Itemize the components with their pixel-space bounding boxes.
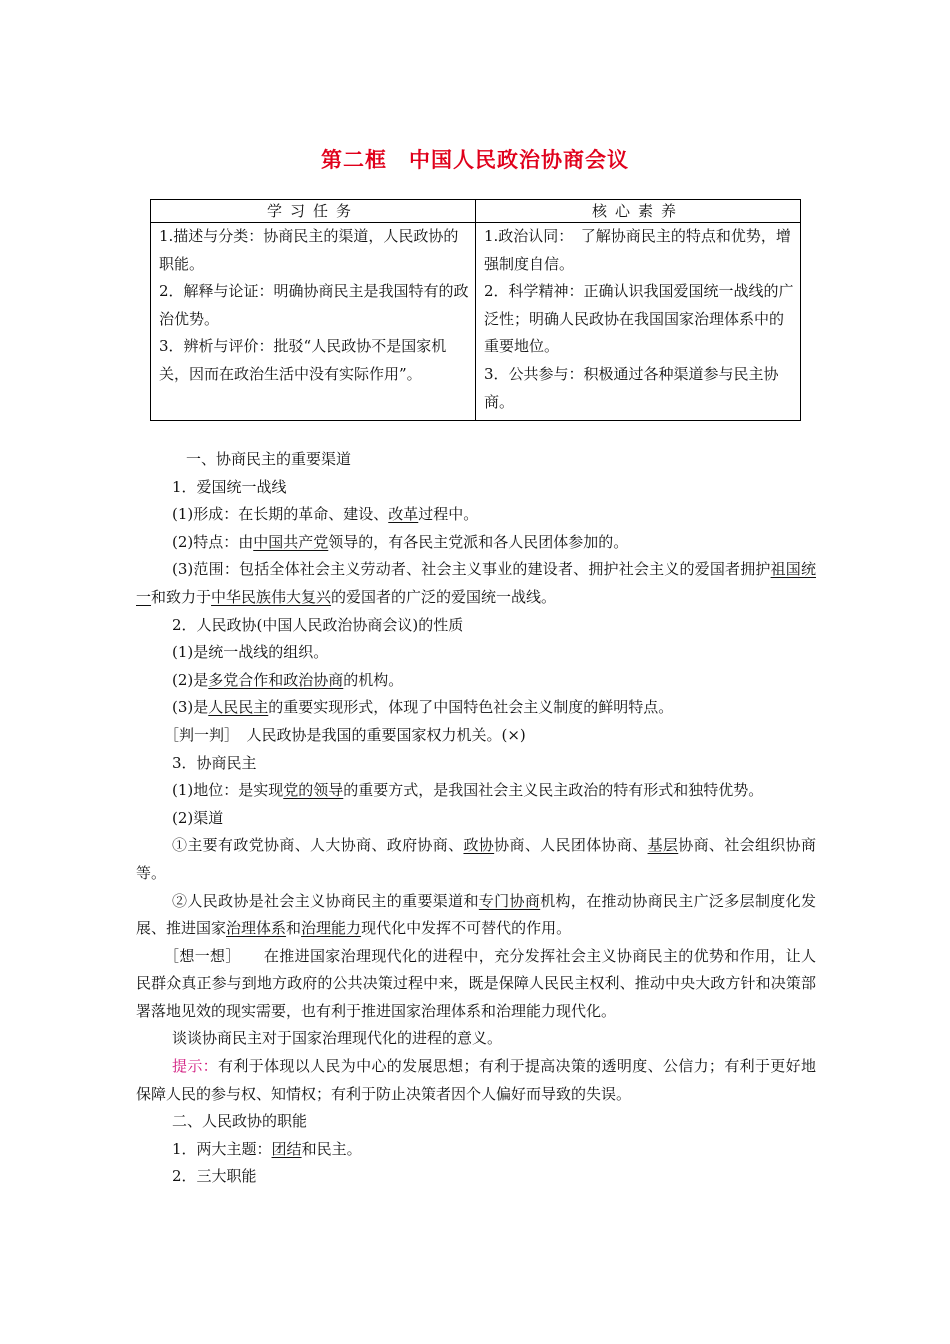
paragraph: ①主要有政党协商、人大协商、政府协商、政协协商、人民团体协商、基层协商、社会组织协商等。 — [136, 836, 816, 882]
judge-exercise: ［判一判］ 人民政协是我国的重要国家权力机关。(×) — [164, 725, 526, 744]
paragraph: (1)形成：在长期的革命、建设、改革过程中。 — [172, 505, 479, 524]
answer-blank: 专门协商 — [478, 891, 541, 910]
answer-blank: 多党合作和政治协商 — [208, 670, 344, 689]
literacy-item: 3．公共参与：积极通过各种渠道参与民主协商。 — [484, 364, 779, 411]
paragraph: (3)是人民民主的重要实现形式，体现了中国特色社会主义制度的鲜明特点。 — [172, 698, 674, 717]
content-body — [136, 446, 816, 1191]
paragraph: (2)特点：由中国共产党领导的，有各民主党派和各人民团体参加的。 — [172, 532, 629, 551]
table-header-row — [151, 200, 801, 223]
task-item: 3．辨析与评价：批驳“人民政协不是国家机关，因而在政治生活中没有实际作用”。 — [159, 337, 447, 383]
learning-goals-table — [150, 199, 801, 421]
paragraph: (1)是统一战线的组织。 — [172, 643, 329, 662]
hint-label: 提示： — [172, 1057, 219, 1076]
table-body-row — [151, 223, 801, 421]
subsection-heading: 2．三大职能 — [172, 1167, 257, 1186]
question: 谈谈协商民主对于国家治理现代化的进程的意义。 — [172, 1029, 503, 1048]
answer-blank: 人民民主 — [208, 698, 269, 717]
answer-blank: 改革 — [388, 505, 419, 524]
learning-tasks-cell — [151, 223, 476, 421]
header-learning-tasks: 学习任务 — [151, 200, 476, 223]
answer-blank: 治理能力 — [301, 919, 362, 938]
literacy-item: 2．科学精神：正确认识我国爱国统一战线的广泛性；明确人民政协在我国国家治理体系中的重要地位。 — [484, 282, 794, 356]
answer-blank: 祖国统一 — [136, 560, 816, 606]
paragraph: (3)范围：包括全体社会主义劳动者、社会主义事业的建设者、拥护社会主义的爱国者拥护祖国统一和致力于中华民族伟大复兴的爱国者的广泛的爱国统一战线。 — [136, 560, 816, 606]
paragraph: 1．两大主题：团结和民主。 — [172, 1139, 362, 1158]
paragraph: (2)渠道 — [172, 808, 224, 827]
answer-blank: 团结 — [271, 1139, 302, 1158]
page-title: 第二框 中国人民政治协商会议 — [321, 147, 629, 172]
literacy-item: 1.政治认同： 了解协商民主的特点和优势，增强制度自信。 — [484, 227, 791, 273]
think-exercise: ［想一想］ 在推进国家治理现代化的进程中，充分发挥社会主义协商民主的优势和作用，让人民群众真正参与到地方政府的公共决策过程中来，既是保障人民民主权利、推动中央大政方针和决策部署落地见效的现实需要，也有利于推进国家治理体系和治理能力现代化。 — [136, 946, 816, 1020]
core-literacy-cell — [476, 223, 801, 421]
paragraph: (1)地位：是实现党的领导的重要方式，是我国社会主义民主政治的特有形式和独特优势。 — [172, 781, 764, 800]
hint-paragraph: 提示：有利于体现以人民为中心的发展思想；有利于提高决策的透明度、公信力；有利于更好地保障人民的参与权、知情权；有利于防止决策者因个人偏好而导致的失误。 — [136, 1057, 816, 1103]
subsection-heading: 2．人民政协(中国人民政治协商会议)的性质 — [172, 615, 464, 634]
section-heading: 一、协商民主的重要渠道 — [186, 450, 352, 468]
answer-blank: 治理体系 — [226, 919, 287, 938]
subsection-heading: 1．爱国统一战线 — [172, 477, 287, 496]
header-core-literacy: 核心素养 — [476, 200, 801, 223]
answer-blank: 中华民族伟大复兴 — [211, 587, 332, 606]
answer-blank: 基层 — [647, 836, 679, 855]
subsection-heading: 3．协商民主 — [172, 753, 257, 772]
section-heading: 二、人民政协的职能 — [172, 1112, 308, 1131]
answer-blank: 中国共产党 — [253, 532, 329, 551]
answer-blank: 党的领导 — [283, 781, 344, 800]
task-item: 2．解释与论证：明确协商民主是我国特有的政治优势。 — [159, 282, 469, 328]
task-item: 1.描述与分类：协商民主的渠道，人民政协的职能。 — [159, 227, 459, 273]
answer-blank: 政协 — [463, 836, 495, 855]
paragraph: (2)是多党合作和政治协商的机构。 — [172, 670, 404, 689]
paragraph: ②人民政协是社会主义协商民主的重要渠道和专门协商机构，在推动协商民主广泛多层制度化发展、推进国家治理体系和治理能力现代化中发挥不可替代的作用。 — [136, 891, 816, 938]
